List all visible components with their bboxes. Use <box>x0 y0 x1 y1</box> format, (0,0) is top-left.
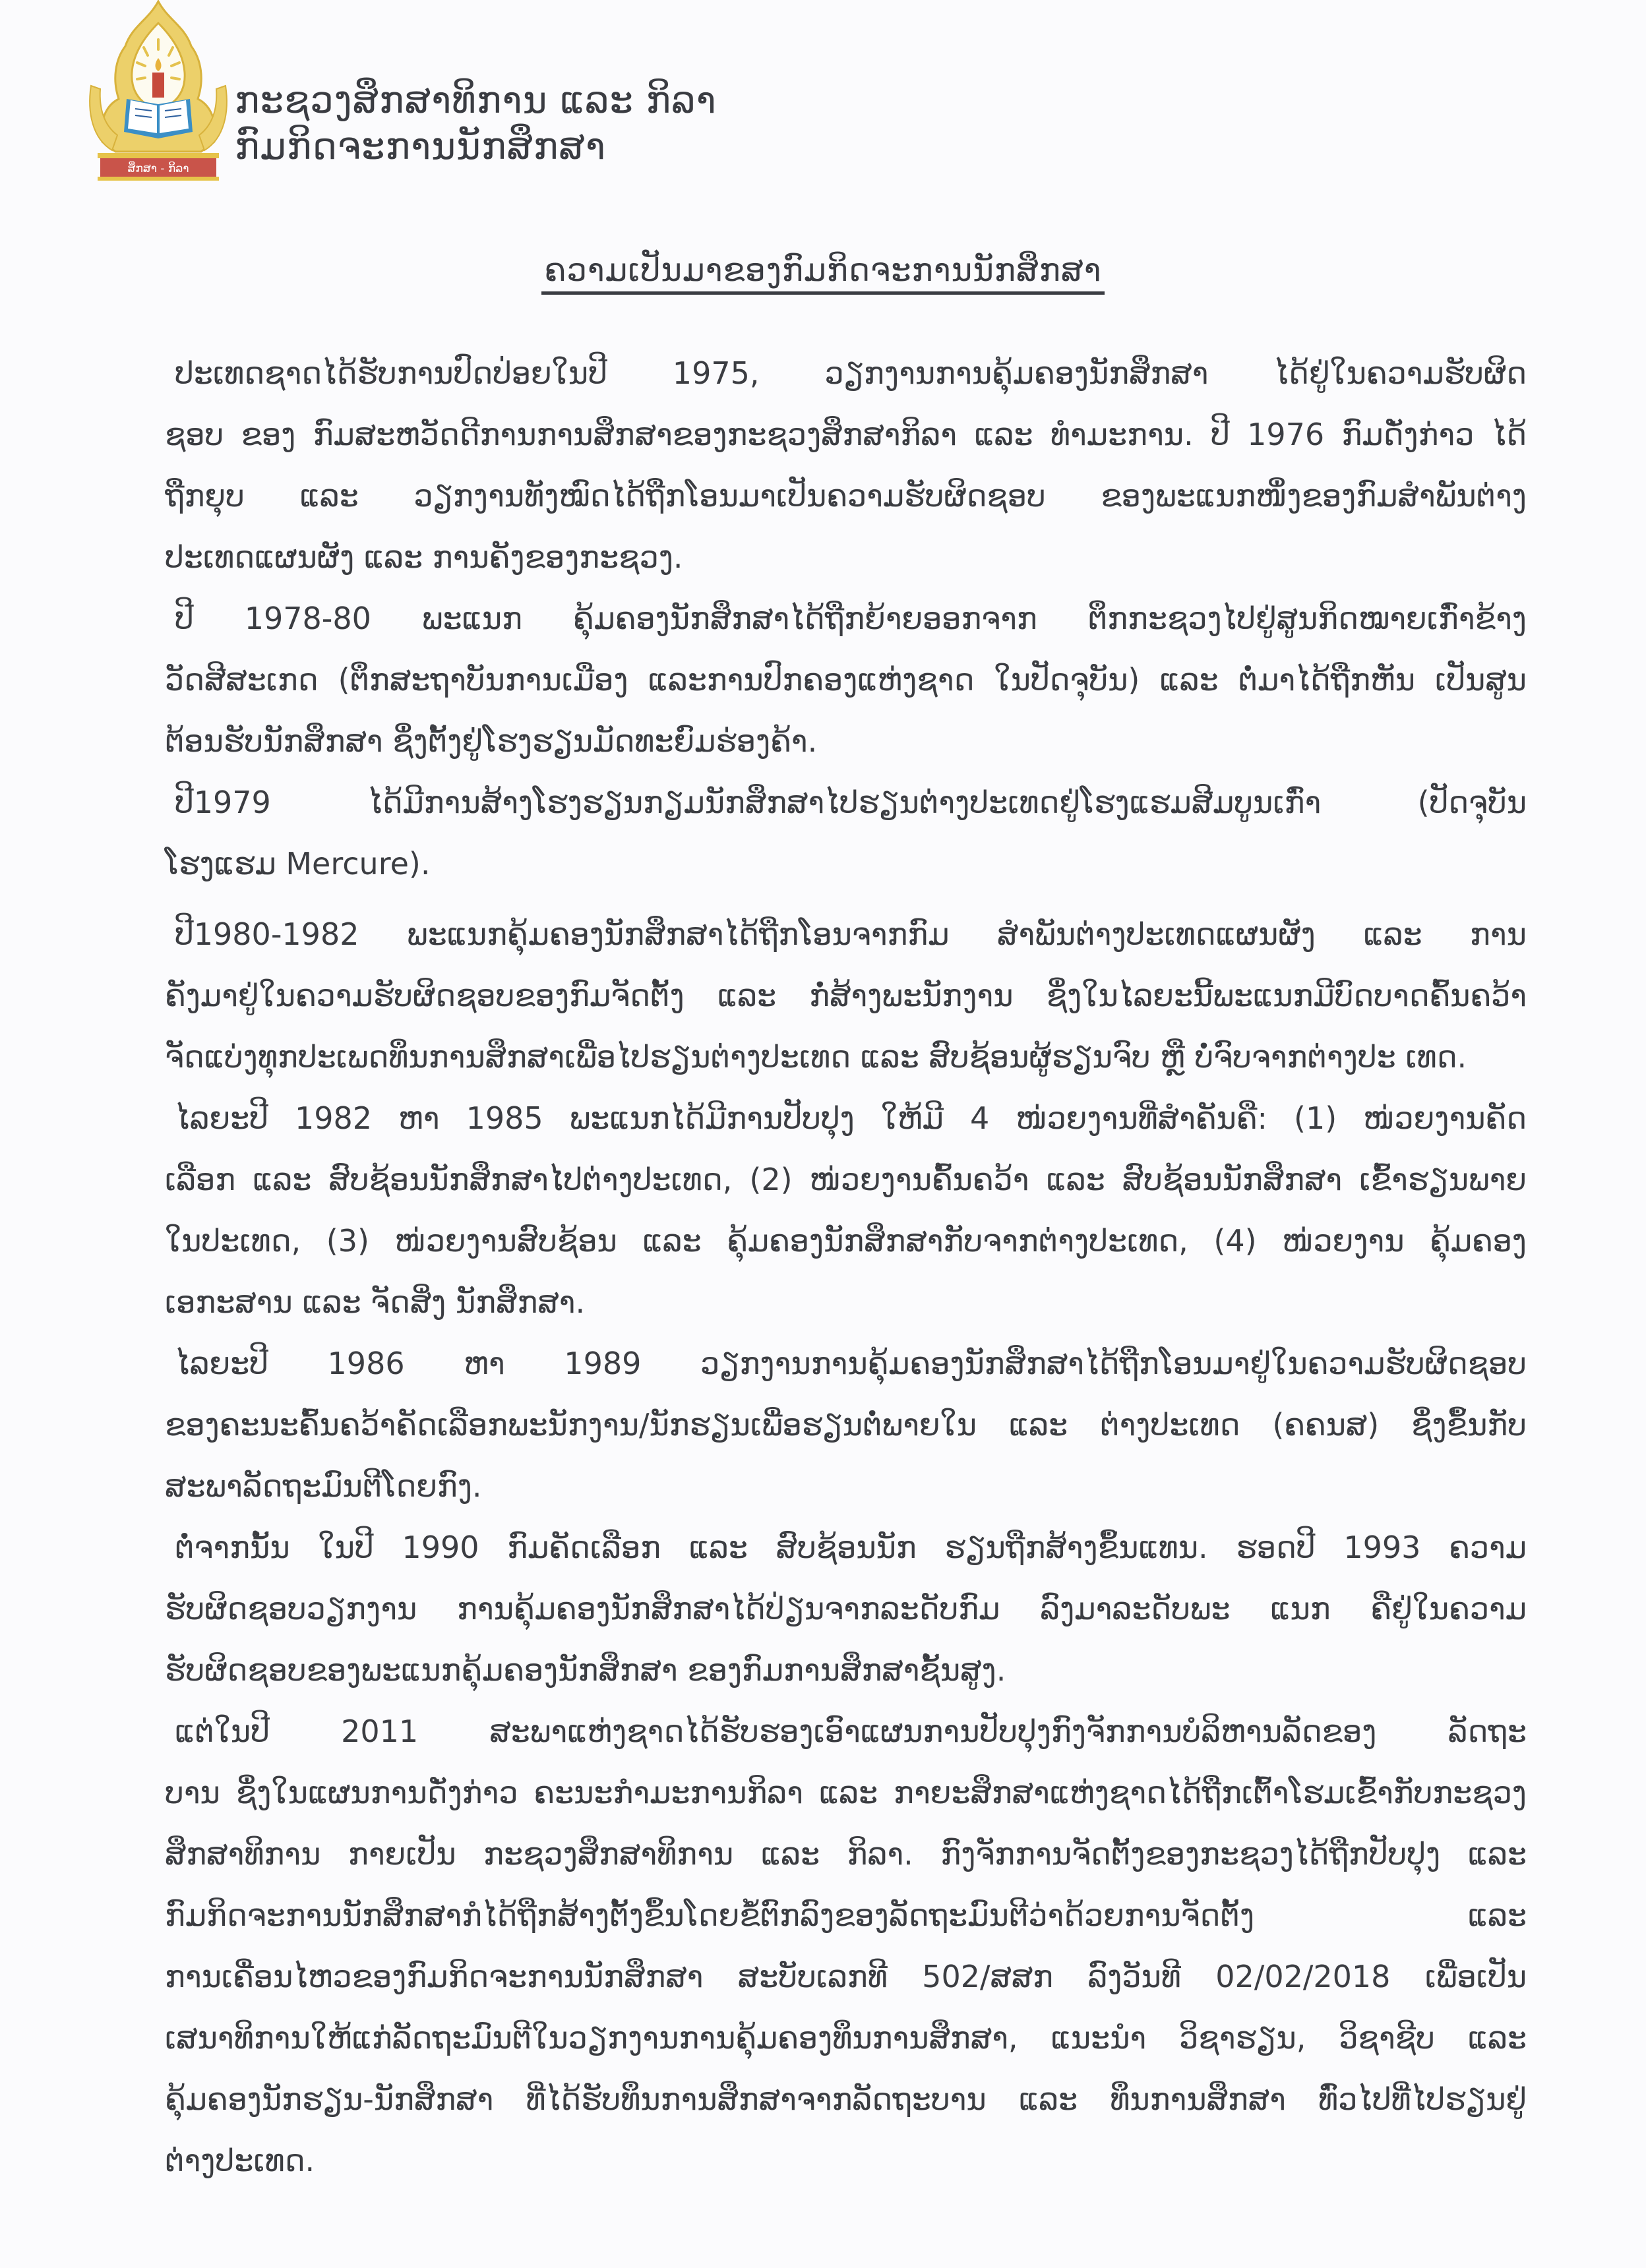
department-name: ກົມກິດຈະການນັກສຶກສາ <box>235 125 606 168</box>
ministry-name: ກະຊວງສຶກສາທິການ ແລະ ກິລາ <box>235 79 717 122</box>
emblem-banner-text: ສຶກສາ - ກິລາ <box>127 162 189 175</box>
letterhead <box>86 0 745 191</box>
paragraph-line: ວັດສີສະເກດ (ຕຶກສະຖາບັນການເມືອງ ແລະການປົກຄອງແຫ່ງຊາດ ໃນປັດຈຸບັນ) ແລະ ຕໍ່ມາໄດ້ຖືກຫັນ ເປັນສູນ <box>165 662 1527 698</box>
paragraph-line: ຖືກຍຸບ ແລະ ວຽກງານທັງໝົດໄດ້ຖືກໂອນມາເປັນຄວາມຮັບຜິດຊອບ ຂອງພະແນກໜຶ່ງຂອງກົມສຳພັນຕ່າງ <box>165 478 1527 514</box>
paragraph-line: ປີ1980-1982 ພະແນກຄຸ້ມຄອງນັກສຶກສາໄດ້ຖືກໂອນຈາກກົມ ສຳພັນຕ່າງປະເທດແຜນຜັງ ແລະ ການ <box>175 916 1527 952</box>
paragraph-line: ຈັດແບ່ງທຸກປະເພດທຶນການສຶກສາເພື່ອໄປຮຽນຕ່າງປະເທດ ແລະ ສົບຊ້ອນຜູ້ຮຽນຈົບ ຫຼື ບໍ່ຈົບຈາກຕ່າງປະ ເທດ. <box>165 1039 1467 1075</box>
paragraph-line: ປະເທດຊາດໄດ້ຮັບການປົດປ່ອຍໃນປີ 1975, ວຽກງານການຄຸ້ມຄອງນັກສຶກສາ ໄດ້ຢູ່ໃນຄວາມຮັບຜິດ <box>175 355 1527 391</box>
ministry-emblem-icon <box>86 0 231 181</box>
paragraph <box>165 1088 1527 1333</box>
paragraph <box>165 343 1527 588</box>
paragraph-line: ປີ 1978-80 ພະແນກ ຄຸ້ມຄອງນັກສຶກສາໄດ້ຖືກຍ້າຍອອກຈາກ ຕຶກກະຊວງໄປຢູ່ສູນກິດໝາຍເກົ່າຂ້າງ <box>175 601 1527 636</box>
paragraph-line: ຄັງມາຢູ່ໃນຄວາມຮັບຜິດຊອບຂອງກົມຈັດຕັ້ງ ແລະ ກໍ່ສ້າງພະນັກງານ ຊຶ່ງໃນໄລຍະນີ້ພະແນກມີບົດບາດຄົ້ນຄວ້າ <box>165 978 1527 1013</box>
paragraph-line: ປະເທດແຜນຜັງ ແລະ ການຄັງຂອງກະຊວງ. <box>165 539 683 575</box>
paragraph-line: ເສນາທິການໃຫ້ແກ່ລັດຖະມົນຕີໃນວຽກງານການຄຸ້ມຄອງທຶນການສຶກສາ, ແນະນຳ ວິຊາຮຽນ, ວິຊາຊີບ ແລະ <box>165 2020 1527 2056</box>
organization-name <box>235 78 717 170</box>
paragraph-line: ໂຮງແຮມ Mercure). <box>165 846 431 881</box>
paragraph-line: ສະພາລັດຖະມົນຕີໂດຍກົງ. <box>165 1468 482 1504</box>
document-body <box>165 343 1527 2192</box>
paragraph <box>165 1517 1527 1701</box>
paragraph-line: ໄລຍະປີ 1986 ຫາ 1989 ວຽກງານການຄຸ້ມຄອງນັກສຶກສາໄດ້ຖືກໂອນມາຢູ່ໃນຄວາມຮັບຜິດຊອບ <box>175 1346 1527 1381</box>
paragraph-line: ຮັບຜິດຊອບວຽກງານ ການຄຸ້ມຄອງນັກສຶກສາໄດ້ປ່ຽນຈາກລະດັບກົມ ລົງມາລະດັບພະ ແນກ ຄືຢູ່ໃນຄວາມ <box>165 1591 1527 1626</box>
paragraph <box>165 1701 1527 2192</box>
paragraph-line: ໄລຍະປີ 1982 ຫາ 1985 ພະແນກໄດ້ມີການປັບປຸງ ໃຫ້ມີ 4 ໜ່ວຍງານທີ່ສຳຄັນຄື: (1) ໜ່ວຍງານຄັດ <box>175 1100 1527 1136</box>
paragraph-line: ຕໍ່ຈາກນັ້ນ ໃນປີ 1990 ກົມຄັດເລືອກ ແລະ ສົບຊ້ອນນັກ ຮຽນຖືກສ້າງຂຶ້ນແທນ. ຮອດປີ 1993 ຄວາມ <box>175 1530 1527 1565</box>
paragraph-line: ປີ1979 ໄດ້ມີການສ້າງໂຮງຮຽນກຽມນັກສຶກສາໄປຮຽນຕ່າງປະເທດຢູ່ໂຮງແຮມສີມບູນເກົ່າ (ປັດຈຸບັນ <box>175 785 1527 820</box>
paragraph <box>165 1333 1527 1517</box>
paragraph-line: ຊອບ ຂອງ ກົມສະຫວັດດີການການສຶກສາຂອງກະຊວງສຶກສາກິລາ ແລະ ທຳມະການ. ປີ 1976 ກົມດັ່ງກ່າວ ໄດ້ <box>165 417 1527 452</box>
paragraph-line: ຂອງຄະນະຄົ້ນຄວ້າຄັດເລືອກພະນັກງານ/ນັກຮຽນເພື່ອຮຽນຕໍ່ພາຍໃນ ແລະ ຕ່າງປະເທດ (ຄຄນສ) ຊຶ່ງຂຶ້ນກັບ <box>165 1407 1527 1443</box>
paragraph-line: ເລືອກ ແລະ ສົບຊ້ອນນັກສຶກສາໄປຕ່າງປະເທດ, (2) ໜ່ວຍງານຄົ້ນຄວ້າ ແລະ ສົບຊ້ອນນັກສຶກສາ ເຂົ້າຮຽນພາຍ <box>165 1162 1527 1197</box>
paragraph-line: ແຕ່ໃນປີ 2011 ສະພາແຫ່ງຊາດໄດ້ຮັບຮອງເອົາແຜນການປັບປຸງກົງຈັກການບໍລິຫານລັດຂອງ ລັດຖະ <box>175 1714 1527 1749</box>
paragraph-line: ຕ້ອນຮັບນັກສຶກສາ ຊຶ່ງຕັ້ງຢູ່ໂຮງຮຽນມັດທະຍົມຮ່ອງຄ້າ. <box>165 723 818 759</box>
paragraph-line: ກົມກິດຈະການນັກສຶກສາກໍໄດ້ຖືກສ້າງຕັ້ງຂຶ້ນໂດຍຂໍ້ຕົກລົງຂອງລັດຖະມົນຕີວ່າດ້ວຍການຈັດຕັ້ງ ແລະ <box>165 1897 1527 1933</box>
paragraph-line: ເອກະສານ ແລະ ຈັດສິ່ງ ນັກສຶກສາ. <box>165 1284 586 1320</box>
paragraph-line: ຕ່າງປະເທດ. <box>165 2143 315 2178</box>
paragraph <box>165 904 1527 1088</box>
paragraph <box>165 772 1527 895</box>
document-title: ຄວາມເປັນມາຂອງກົມກິດຈະການນັກສຶກສາ <box>541 251 1104 295</box>
paragraph-line: ສຶກສາທິການ ກາຍເປັນ ກະຊວງສຶກສາທິການ ແລະ ກິລາ. ກົງຈັກການຈັດຕັ້ງຂອງກະຊວງໄດ້ຖືກປັບປຸງ ແລະ <box>165 1836 1527 1872</box>
paragraph-line: ການເຄື່ອນໄຫວຂອງກົມກິດຈະການນັກສຶກສາ ສະບັບເລກທີ 502/ສສກ ລົງວັນທີ 02/02/2018 ເພື່ອເປັນ <box>165 1959 1527 1994</box>
paragraph-line: ຮັບຜິດຊອບຂອງພະແນກຄຸ້ມຄອງນັກສຶກສາ ຂອງກົມການສຶກສາຊັ້ນສູງ. <box>165 1652 1006 1688</box>
paragraph <box>165 588 1527 772</box>
title-container <box>0 251 1646 295</box>
paragraph-line: ຄຸ້ມຄອງນັກຮຽນ-ນັກສຶກສາ ທີ່ໄດ້ຮັບທຶນການສຶກສາຈາກລັດຖະບານ ແລະ ທຶນການສຶກສາ ທົ່ວໄປທີ່ໄປຮຽນຢູ່ <box>165 2081 1527 2117</box>
paragraph-line: ໃນປະເທດ, (3) ໜ່ວຍງານສົບຊ້ອນ ແລະ ຄຸ້ມຄອງນັກສຶກສາກັບຈາກຕ່າງປະເທດ, (4) ໜ່ວຍງານ ຄຸ້ມຄອງ <box>165 1223 1527 1259</box>
paragraph-line: ບານ ຊຶ່ງໃນແຜນການດັ່ງກ່າວ ຄະນະກຳມະການກິລາ ແລະ ກາຍະສຶກສາແຫ່ງຊາດໄດ້ຖືກເຕົ້າໂຮມເຂົ້າກັບກະຊວງ <box>165 1775 1527 1810</box>
